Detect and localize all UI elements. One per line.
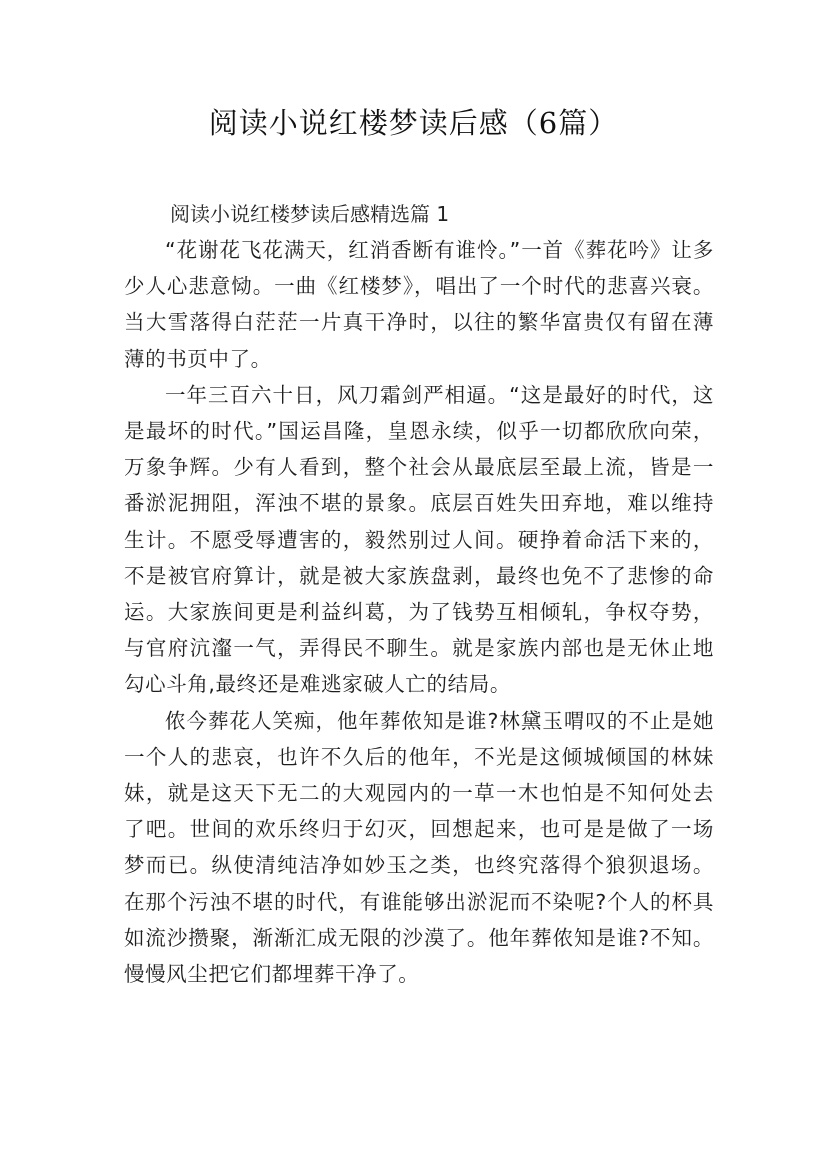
paragraph: 一年三百六十日，风刀霜剑严相逼。“这是最好的时代，这是最坏的时代。”国运昌隆，皇恩永续，似乎一切都欣欣向荣，万象争辉。少有人看到，整个社会从最底层至最上流，皆是一番淤泥拥阻，浑浊不堪的景象。底层百姓失田弃地，难以维持生计。不愿受辱遭害的，毅然别过人间。硬挣着命活下来的，不是被官府算计，就是被大家族盘剥，最终也免不了悲惨的命运。大家族间更是利益纠葛，为了钱势互相倾轧，争权夺势，与官府沆瀣一气，弄得民不聊生。就是家族内部也是无休止地勾心斗角,最终还是难逃家破人亡的结局。: [124, 382, 714, 697]
paragraph: 侬今葬花人笑痴，他年葬侬知是谁?林黛玉喟叹的不止是她一个人的悲哀，也许不久后的他年，不光是这倾城倾国的林妹妹，就是这天下无二的大观园内的一草一木也怕是不知何处去了吧。世间的欢乐终归于幻灭，回想起来，也可是是做了一场梦而已。纵使清纯洁净如妙玉之类，也终究落得个狼狈退场。在那个污浊不堪的时代，有谁能够出淤泥而不染呢?个人的杯具如流沙攒聚，渐渐汇成无限的沙漠了。他年葬侬知是谁?不知。慢慢风尘把它们都埋葬干净了。: [124, 708, 714, 987]
document-body: [124, 232, 714, 992]
paragraph: “花谢花飞花满天，红消香断有谁怜。”一首《葬花吟》让多少人心悲意恸。一曲《红楼梦》，唱出了一个时代的悲喜兴衰。当大雪落得白茫茫一片真干净时，以往的繁华富贵仅有留在薄薄的书页中了。: [124, 238, 714, 371]
document-title: 阅读小说红楼梦读后感（6篇）: [208, 106, 619, 140]
section-heading: 阅读小说红楼梦读后感精选篇 1: [170, 202, 450, 226]
